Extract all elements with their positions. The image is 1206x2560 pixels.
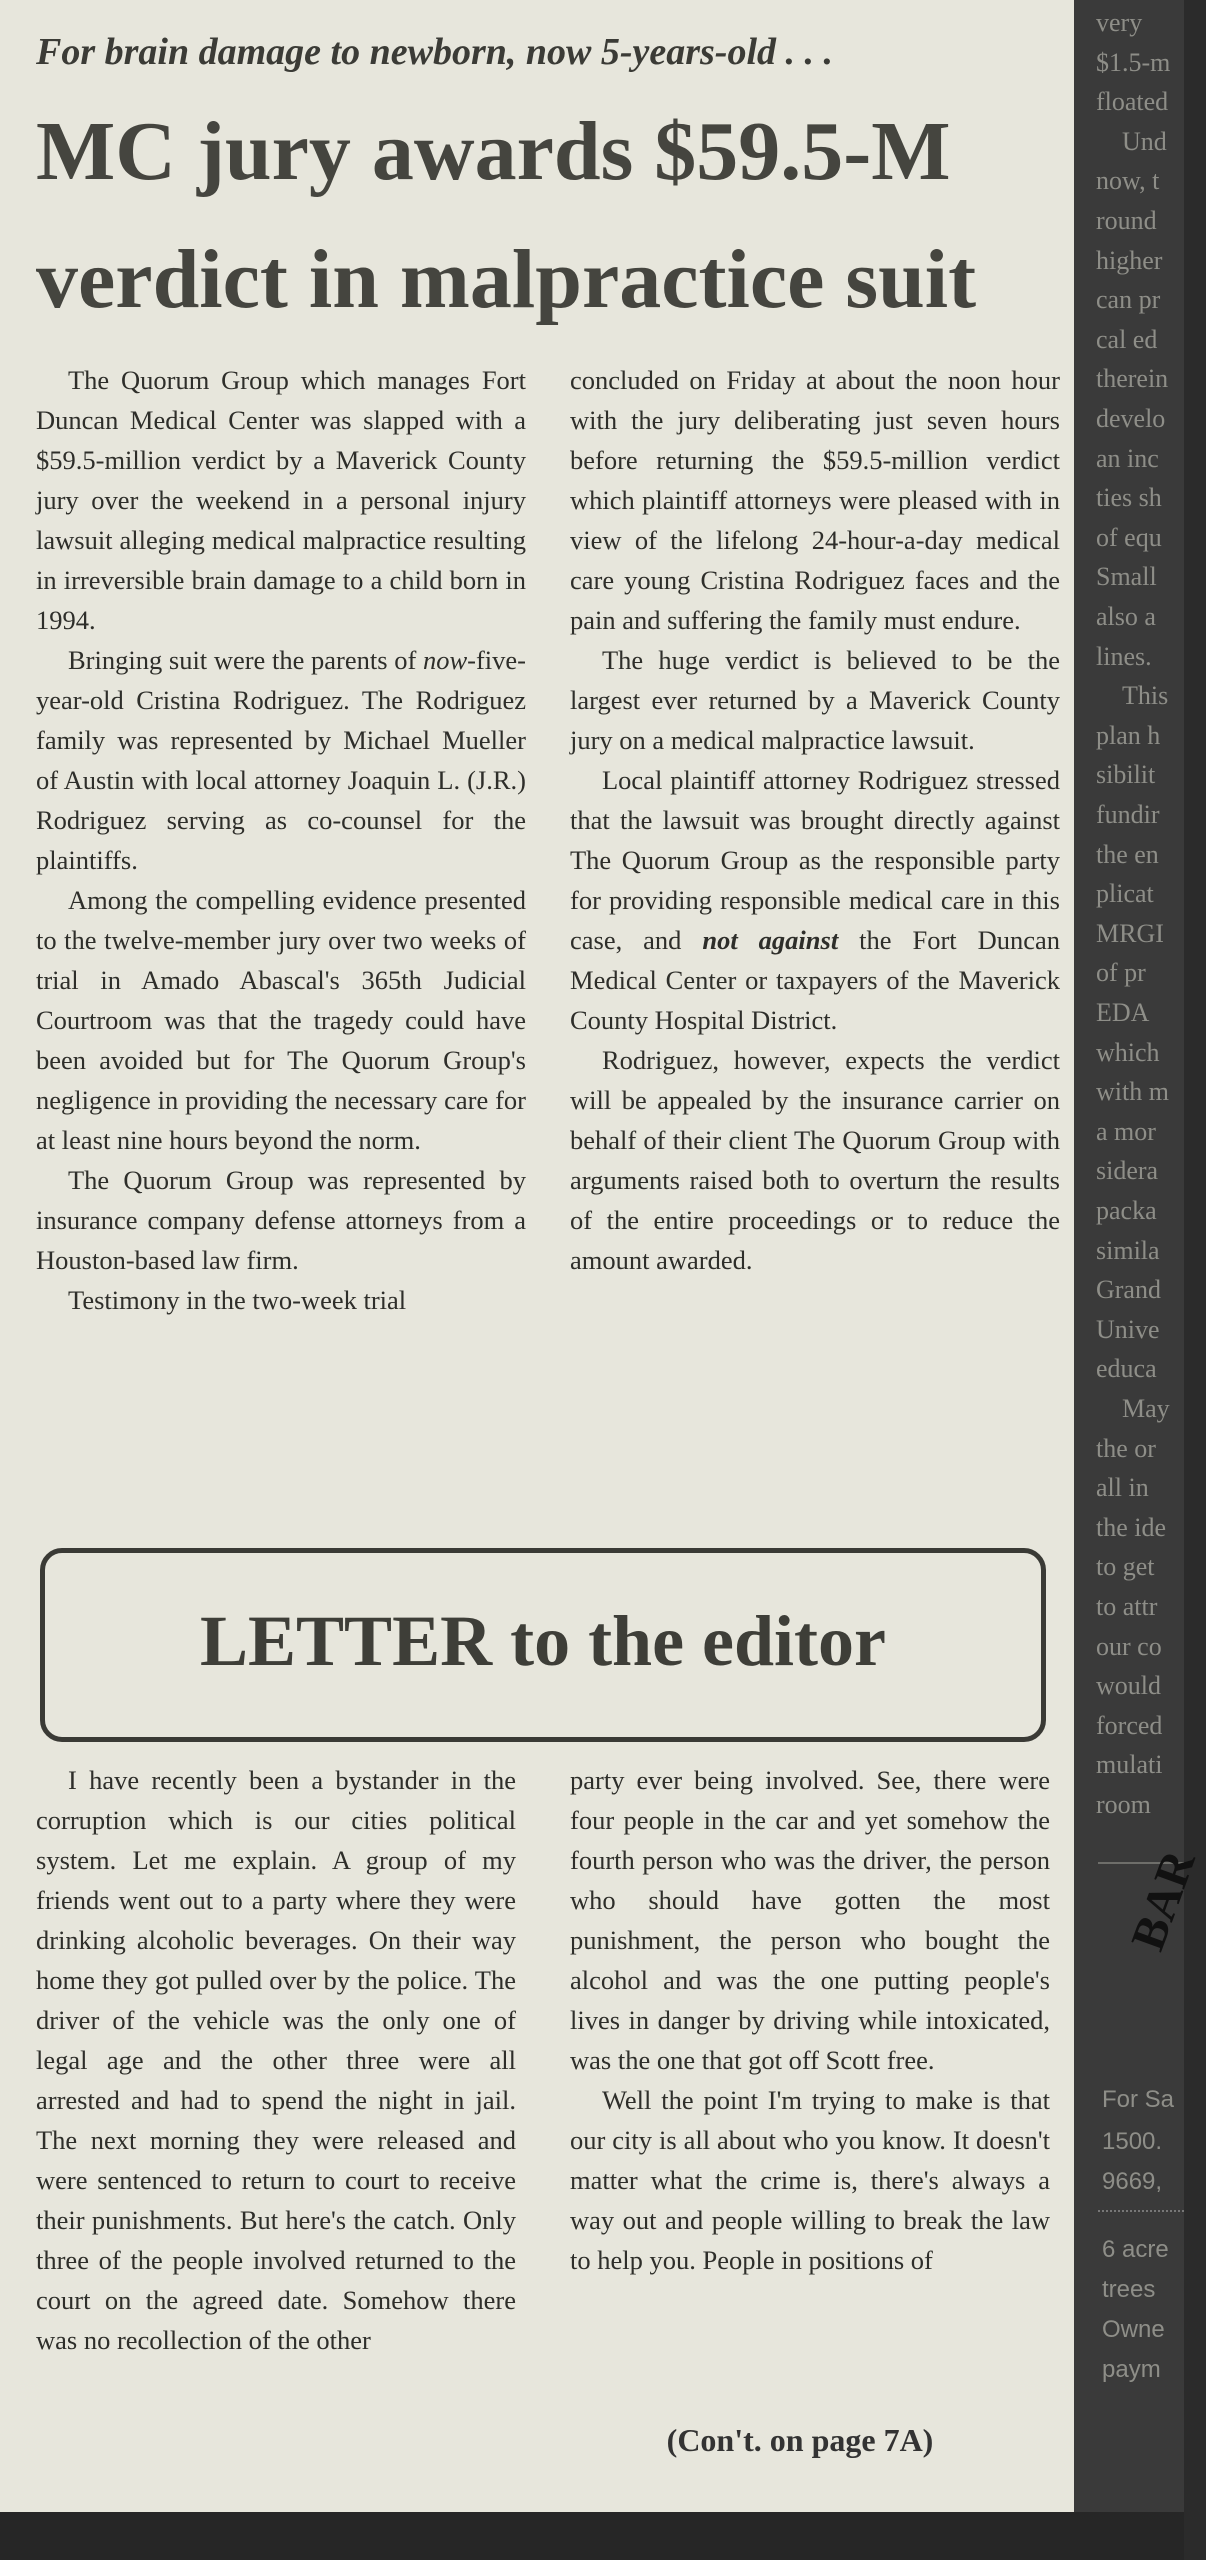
article-paragraph: Testimony in the two-week trial	[68, 1285, 407, 1315]
adjacent-text-fragment: the en	[1096, 839, 1159, 869]
adjacent-text-fragment: an inc	[1096, 443, 1159, 473]
letter-paragraph: I have recently been a bystander in the corruption which is our cities political system. Let me explain. A group of my friends went out to a party where they were drinking alcoholic beverages. On their way home they got pulled over by the police. The driver of the vehicle was the only one of legal age and the other three were all arrested and had to spend the night in jail. The next morning they were released and were sentenced to return to court to receive their punishments. But here's the catch. Only three of the people involved returned to the court on the agreed date. Somehow there was no recollection of the other	[36, 1765, 516, 2355]
letter-column-1	[36, 1760, 516, 2480]
adjacent-text-fragment: all in	[1096, 1473, 1149, 1503]
adjacent-text-fragment: This	[1122, 681, 1169, 711]
scan-bottom-edge	[0, 2512, 1184, 2560]
article-paragraph: Among the compelling evidence presented to the twelve-member jury over two weeks of trial in Amado Abascal's 365th Judicial Courtroom was that the tragedy could have been avoided but for The Quorum Group's negligence in providing the necessary care for at least nine hours beyond the norm.	[36, 885, 526, 1155]
adjacent-text-fragment: Small	[1096, 562, 1157, 592]
adjacent-text-fragment: floated	[1096, 87, 1169, 117]
continued-note: (Con't. on page 7A)	[666, 2422, 934, 2458]
emphasis-text: not against	[702, 925, 839, 955]
adjacent-text-fragment: the or	[1096, 1433, 1156, 1463]
text-run: Bringing suit were the parents of	[68, 645, 423, 675]
letter-column-2	[570, 1760, 1050, 2400]
adjacent-text-fragment: with m	[1096, 1077, 1169, 1107]
adjacent-text-fragment: MRGI	[1096, 918, 1164, 948]
article-paragraph: Rodriguez, however, expects the verdict will be appealed by the insurance carrier on behalf of their client The Quorum Group with arguments raised both to overturn the results of the entire proceedings or to reduce the amount awarded.	[570, 1045, 1060, 1275]
text-run: -five-year-old Cristina Rodriguez. The Rodriguez family was represented by Michael Mueller of Austin with local attorney Joaquin L. (J.R.) Rodriguez serving as co-counsel for the plaintiffs.	[36, 645, 526, 875]
adjacent-text-fragment: forced	[1096, 1710, 1163, 1740]
text-run: the Fort Duncan Medical Center or taxpayers of the Maverick County Hospital District.	[570, 925, 1060, 1035]
adjacent-text-fragment: develo	[1096, 404, 1166, 433]
adjacent-text-fragment: Grand	[1096, 1275, 1161, 1305]
article-paragraph: concluded on Friday at about the noon hour with the jury deliberating just seven hours before returning the $59.5-million verdict which plaintiff attorneys were pleased with in view of the lifelong 24-hour-a-day medical care young Cristina Rodriguez faces and the pain and suffering the family must endure.	[570, 365, 1060, 635]
letter-paragraph: Well the point I'm trying to make is that our city is all about who you know. It doesn't matter what the crime is, there's always a way out and people willing to break the law to help you. People in positions of	[570, 2085, 1050, 2275]
adjacent-text-fragment: simila	[1096, 1235, 1160, 1265]
adjacent-text-fragment: round	[1096, 206, 1157, 235]
adjacent-text-fragment: to get	[1096, 1552, 1155, 1582]
adjacent-text-fragment: mulati	[1096, 1750, 1163, 1780]
headline-line-1: MC jury awards $59.5-M	[36, 105, 951, 198]
adjacent-text-fragment: packa	[1096, 1196, 1157, 1225]
adjacent-text-fragment: which	[1096, 1037, 1160, 1067]
adjacent-text-fragment: higher	[1096, 245, 1163, 275]
adjacent-text-fragment: room	[1096, 1790, 1151, 1819]
adjacent-text-fragment: now, t	[1096, 166, 1160, 196]
article-paragraph	[570, 760, 1060, 1040]
adjacent-text-fragment: educa	[1096, 1354, 1157, 1384]
adjacent-text-fragment: May	[1122, 1394, 1170, 1423]
adjacent-ad-fragment: 9669,	[1102, 2168, 1163, 2195]
article-kicker: For brain damage to newborn, now 5-years-old . . .	[36, 31, 834, 73]
letter-paragraph: party ever being involved. See, there were four people in the car and yet somehow the fourth person who was the driver, the person who should have gotten the most punishment, the person who bought the alcohol and was the one putting people's lives in danger by driving while intoxicated, was the one that got off Scott free.	[570, 1765, 1050, 2075]
emphasis-text: now	[422, 645, 468, 675]
article-paragraph	[36, 640, 526, 880]
adjacent-dotted-rule	[1098, 2210, 1184, 2212]
adjacent-text-fragment: Und	[1122, 126, 1167, 156]
adjacent-text-fragment: can pr	[1096, 285, 1161, 315]
article-paragraph: The Quorum Group was represented by insurance company defense attorneys from a Houston-based law firm.	[36, 1165, 526, 1275]
article-paragraph: The Quorum Group which manages Fort Duncan Medical Center was slapped with a $59.5-million verdict by a Maverick County jury over the weekend in a personal injury lawsuit alleging medical malpractice resulting in irreversible brain damage to a child born in 1994.	[36, 365, 526, 635]
adjacent-text-fragment: sidera	[1096, 1156, 1159, 1186]
adjacent-banner-text: BAR	[1121, 1843, 1206, 1958]
adjacent-text-fragment: cal ed	[1096, 324, 1158, 354]
adjacent-ad-fragment: 6 acre	[1102, 2236, 1169, 2263]
article-column-2	[570, 360, 1060, 1540]
headline-line-2: verdict in malpractice suit	[36, 233, 977, 326]
adjacent-text-fragment: fundir	[1096, 800, 1160, 829]
adjacent-text-fragment: plicat	[1096, 879, 1154, 909]
adjacent-text-fragment: to attr	[1096, 1592, 1158, 1621]
adjacent-text-fragment: our co	[1096, 1631, 1162, 1661]
adjacent-text-fragment: also a	[1096, 602, 1156, 631]
adjacent-text-fragment: $1.5-m	[1096, 47, 1171, 77]
adjacent-ad-fragment: trees	[1102, 2276, 1156, 2303]
adjacent-text-fragment: lines.	[1096, 641, 1152, 671]
adjacent-text-fragment: EDA	[1096, 998, 1150, 1027]
adjacent-ad-fragment: paym	[1102, 2356, 1161, 2383]
adjacent-text-fragment: would	[1096, 1671, 1161, 1701]
adjacent-text-fragment: plan h	[1096, 720, 1161, 750]
adjacent-ad-fragment: For Sa	[1102, 2086, 1175, 2113]
adjacent-text-fragment: of equ	[1096, 522, 1162, 552]
adjacent-ad-fragment: 1500.	[1102, 2128, 1163, 2155]
adjacent-text-fragment: therein	[1096, 364, 1169, 394]
adjacent-column-strip	[1074, 0, 1206, 2512]
adjacent-text-fragment: ties sh	[1096, 483, 1162, 513]
adjacent-text-fragment: very	[1096, 8, 1143, 37]
adjacent-text-fragment: sibilit	[1096, 760, 1156, 790]
letter-title-box	[40, 1548, 1046, 1742]
adjacent-text-fragment: the ide	[1096, 1512, 1167, 1542]
article-paragraph: The huge verdict is believed to be the largest ever returned by a Maverick County jury on a medical malpractice lawsuit.	[570, 645, 1060, 755]
adjacent-text-fragment: of pr	[1096, 958, 1146, 988]
adjacent-text-fragment: a mor	[1096, 1116, 1156, 1146]
adjacent-text-fragment: Unive	[1096, 1314, 1160, 1344]
letter-title: LETTER to the editor	[199, 1601, 886, 1681]
adjacent-ad-fragment: Owne	[1102, 2316, 1165, 2343]
text-run: Local plaintiff attorney Rodriguez stressed that the lawsuit was brought directly against The Quorum Group as the responsible party for providing responsible medical care in this case, and	[570, 765, 1060, 955]
article-column-1	[36, 360, 526, 1540]
